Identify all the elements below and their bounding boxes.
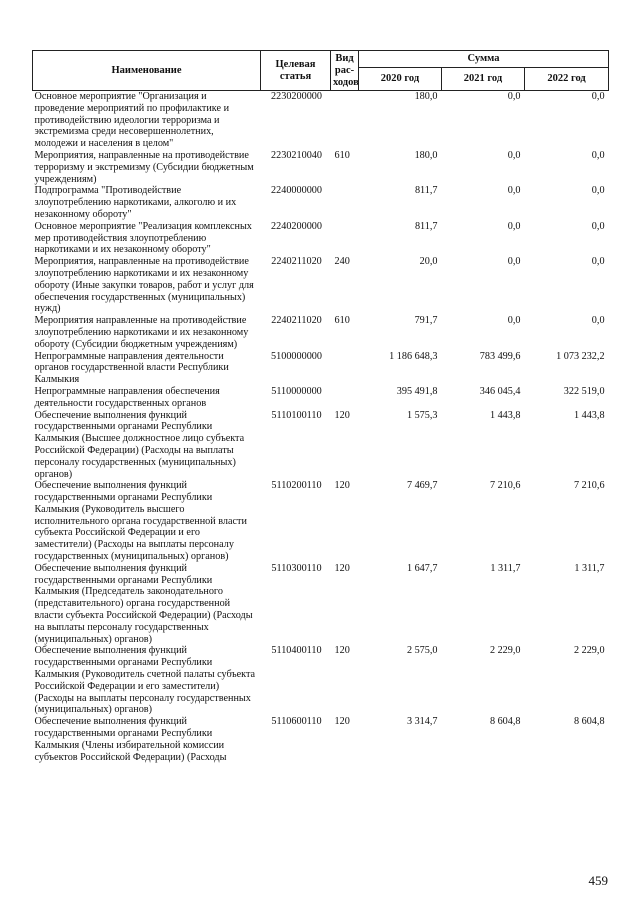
row-sum-2020: 395 491,8 bbox=[396, 385, 438, 397]
row-sum-2020: 1 575,3 bbox=[406, 409, 438, 421]
row-sum-2022: 0,0 bbox=[591, 91, 605, 102]
row-sum-2021: 2 229,0 bbox=[489, 645, 521, 657]
header-year-2022: 2022 год bbox=[525, 68, 609, 91]
row-sum-2022: 0,0 bbox=[591, 185, 605, 197]
row-vid: 120 bbox=[334, 645, 350, 657]
row-sum-2022: 1 443,8 bbox=[573, 409, 605, 421]
table-body bbox=[33, 91, 609, 764]
row-name: Непрограммные направления деятельности органов государственной власти Республики Калмыкия bbox=[34, 350, 229, 386]
row-sum-2020: 3 314,7 bbox=[406, 716, 438, 728]
row-vid: 610 bbox=[334, 149, 350, 161]
row-code: 2240211020 bbox=[271, 256, 322, 268]
row-name: Мероприятия, направленные на противодействие терроризму и экстремизму (Субсидии бюджетным учреждениям) bbox=[34, 149, 254, 185]
table-row bbox=[33, 480, 609, 563]
row-code: 2240200000 bbox=[271, 220, 322, 232]
row-sum-2021: 346 045,4 bbox=[479, 385, 521, 397]
row-name: Обеспечение выполнения функций государственными органами Республики Калмыкия (Руководитель высшего исполнительного органа государственной власти субъекта Российской Федерации и его заместители) (Расходы на выплаты персоналу государственных (муниципальных) органов) bbox=[34, 480, 247, 563]
table-row bbox=[33, 315, 609, 350]
table-row bbox=[33, 185, 609, 220]
row-sum-2020: 811,7 bbox=[414, 185, 438, 197]
row-code: 2230200000 bbox=[271, 91, 322, 102]
row-vid: 120 bbox=[334, 716, 350, 728]
row-name: Обеспечение выполнения функций государственными органами Республики Калмыкия (Члены избирательной комиссии субъектов Российской Федерации) (Расходы bbox=[34, 716, 227, 763]
row-code: 5100000000 bbox=[271, 350, 322, 362]
row-sum-2022: 0,0 bbox=[591, 149, 605, 161]
header-year-2020: 2020 год bbox=[359, 68, 442, 91]
header-name: Наименование bbox=[33, 51, 261, 91]
row-sum-2020: 1 647,7 bbox=[406, 562, 438, 574]
budget-table bbox=[32, 50, 609, 763]
header-vid: Вид рас-ходов bbox=[331, 51, 359, 91]
row-sum-2021: 0,0 bbox=[507, 315, 521, 327]
row-name: Мероприятия, направленные на противодействие злоупотреблению наркотиками и их незаконному обороту (Иные закупки товаров, работ и услуг для обеспечения государственных (муниципальных) нужд) bbox=[34, 256, 254, 315]
row-sum-2022: 1 073 232,2 bbox=[556, 350, 605, 362]
row-vid bbox=[331, 221, 359, 256]
row-code: 5110400110 bbox=[271, 645, 322, 657]
row-sum-2022: 1 311,7 bbox=[574, 562, 605, 574]
row-vid bbox=[331, 185, 359, 220]
table-row bbox=[33, 150, 609, 185]
row-sum-2021: 783 499,6 bbox=[479, 350, 521, 362]
row-name: Подпрограмма "Противодействие злоупотреблению наркотиками, алкоголю и их незаконному обороту" bbox=[34, 185, 237, 220]
row-sum-2020: 2 575,0 bbox=[406, 645, 438, 657]
table-row bbox=[33, 351, 609, 386]
row-sum-2020: 1 186 648,3 bbox=[389, 350, 438, 362]
row-sum-2022: 2 229,0 bbox=[573, 645, 605, 657]
table-row bbox=[33, 563, 609, 646]
row-name: Непрограммные направления обеспечения деятельности государственных органов bbox=[34, 385, 220, 409]
table-row bbox=[33, 221, 609, 256]
row-sum-2021: 7 210,6 bbox=[489, 480, 521, 492]
table-row bbox=[33, 256, 609, 315]
table-row bbox=[33, 91, 609, 150]
table-row bbox=[33, 410, 609, 481]
row-vid bbox=[331, 386, 359, 410]
row-vid: 120 bbox=[334, 480, 350, 492]
row-vid: 240 bbox=[334, 256, 350, 268]
row-sum-2022: 7 210,6 bbox=[573, 480, 605, 492]
row-sum-2021: 0,0 bbox=[507, 220, 521, 232]
row-name: Обеспечение выполнения функций государственными органами Республики Калмыкия (Председатель законодательного (представительного) органа государственной власти субъекта Российской Федерации) (Расходы на выплаты персоналу государственных (муниципальных) органов) bbox=[34, 562, 253, 645]
table-row bbox=[33, 716, 609, 763]
row-sum-2020: 7 469,7 bbox=[406, 480, 438, 492]
row-sum-2021: 1 443,8 bbox=[489, 409, 521, 421]
row-sum-2021: 0,0 bbox=[507, 149, 521, 161]
row-sum-2020: 180,0 bbox=[414, 149, 438, 161]
table-row bbox=[33, 386, 609, 410]
row-code: 2240211020 bbox=[271, 315, 322, 327]
row-name: Мероприятия направленные на противодействие злоупотреблению наркотиками и их незаконному обороту (Субсидии бюджетным учреждениям) bbox=[34, 315, 249, 350]
row-sum-2022: 8 604,8 bbox=[573, 716, 605, 728]
row-sum-2020: 20,0 bbox=[419, 256, 438, 268]
row-code: 5110200110 bbox=[271, 480, 322, 492]
row-sum-2020: 791,7 bbox=[414, 315, 438, 327]
row-code: 2230210040 bbox=[271, 149, 322, 161]
header-code: Целевая статья bbox=[261, 51, 331, 91]
row-vid bbox=[331, 91, 359, 150]
row-sum-2021: 1 311,7 bbox=[490, 562, 521, 574]
row-name: Обеспечение выполнения функций государственными органами Республики Калмыкия (Руководитель счетной палаты субъекта Российской Федерации и его заместители) (Расходы на выплаты персоналу государственных (муниципальных) органов) bbox=[34, 645, 256, 716]
budget-table-page bbox=[32, 50, 608, 763]
row-name: Обеспечение выполнения функций государственными органами Республики Калмыкия (Высшее должностное лицо субъекта Российской Федерации) (Расходы на выплаты персоналу государственных (муниципальных) органов) bbox=[34, 409, 245, 480]
row-vid: 120 bbox=[334, 562, 350, 574]
row-vid: 120 bbox=[334, 409, 350, 421]
row-name: Основное мероприятие "Реализация комплексных мер противодействия злоупотреблению наркотиками и их незаконному обороту" bbox=[34, 220, 252, 256]
row-sum-2021: 0,0 bbox=[507, 256, 521, 268]
row-sum-2022: 322 519,0 bbox=[563, 385, 605, 397]
row-code: 2240000000 bbox=[271, 185, 322, 197]
row-sum-2021: 0,0 bbox=[507, 185, 521, 197]
row-sum-2022: 0,0 bbox=[591, 256, 605, 268]
table-row bbox=[33, 645, 609, 716]
page-number: 459 bbox=[588, 873, 608, 888]
row-sum-2020: 180,0 bbox=[414, 91, 438, 102]
row-sum-2022: 0,0 bbox=[591, 315, 605, 327]
table-header bbox=[33, 51, 609, 91]
row-code: 5110100110 bbox=[271, 409, 322, 421]
row-vid bbox=[331, 351, 359, 386]
header-sum: Сумма bbox=[359, 51, 609, 68]
row-sum-2020: 811,7 bbox=[414, 220, 438, 232]
row-name: Основное мероприятие "Организация и проведение мероприятий по профилактике и противодействию идеологии терроризма и экстремизма среди несовершеннолетних, молодежи и населения в целом" bbox=[34, 91, 230, 150]
header-year-2021: 2021 год bbox=[442, 68, 525, 91]
row-code: 5110300110 bbox=[271, 562, 322, 574]
row-vid: 610 bbox=[334, 315, 350, 327]
row-sum-2022: 0,0 bbox=[591, 220, 605, 232]
row-code: 5110000000 bbox=[271, 385, 322, 397]
row-sum-2021: 8 604,8 bbox=[489, 716, 521, 728]
row-code: 5110600110 bbox=[271, 716, 322, 728]
row-sum-2021: 0,0 bbox=[507, 91, 521, 102]
